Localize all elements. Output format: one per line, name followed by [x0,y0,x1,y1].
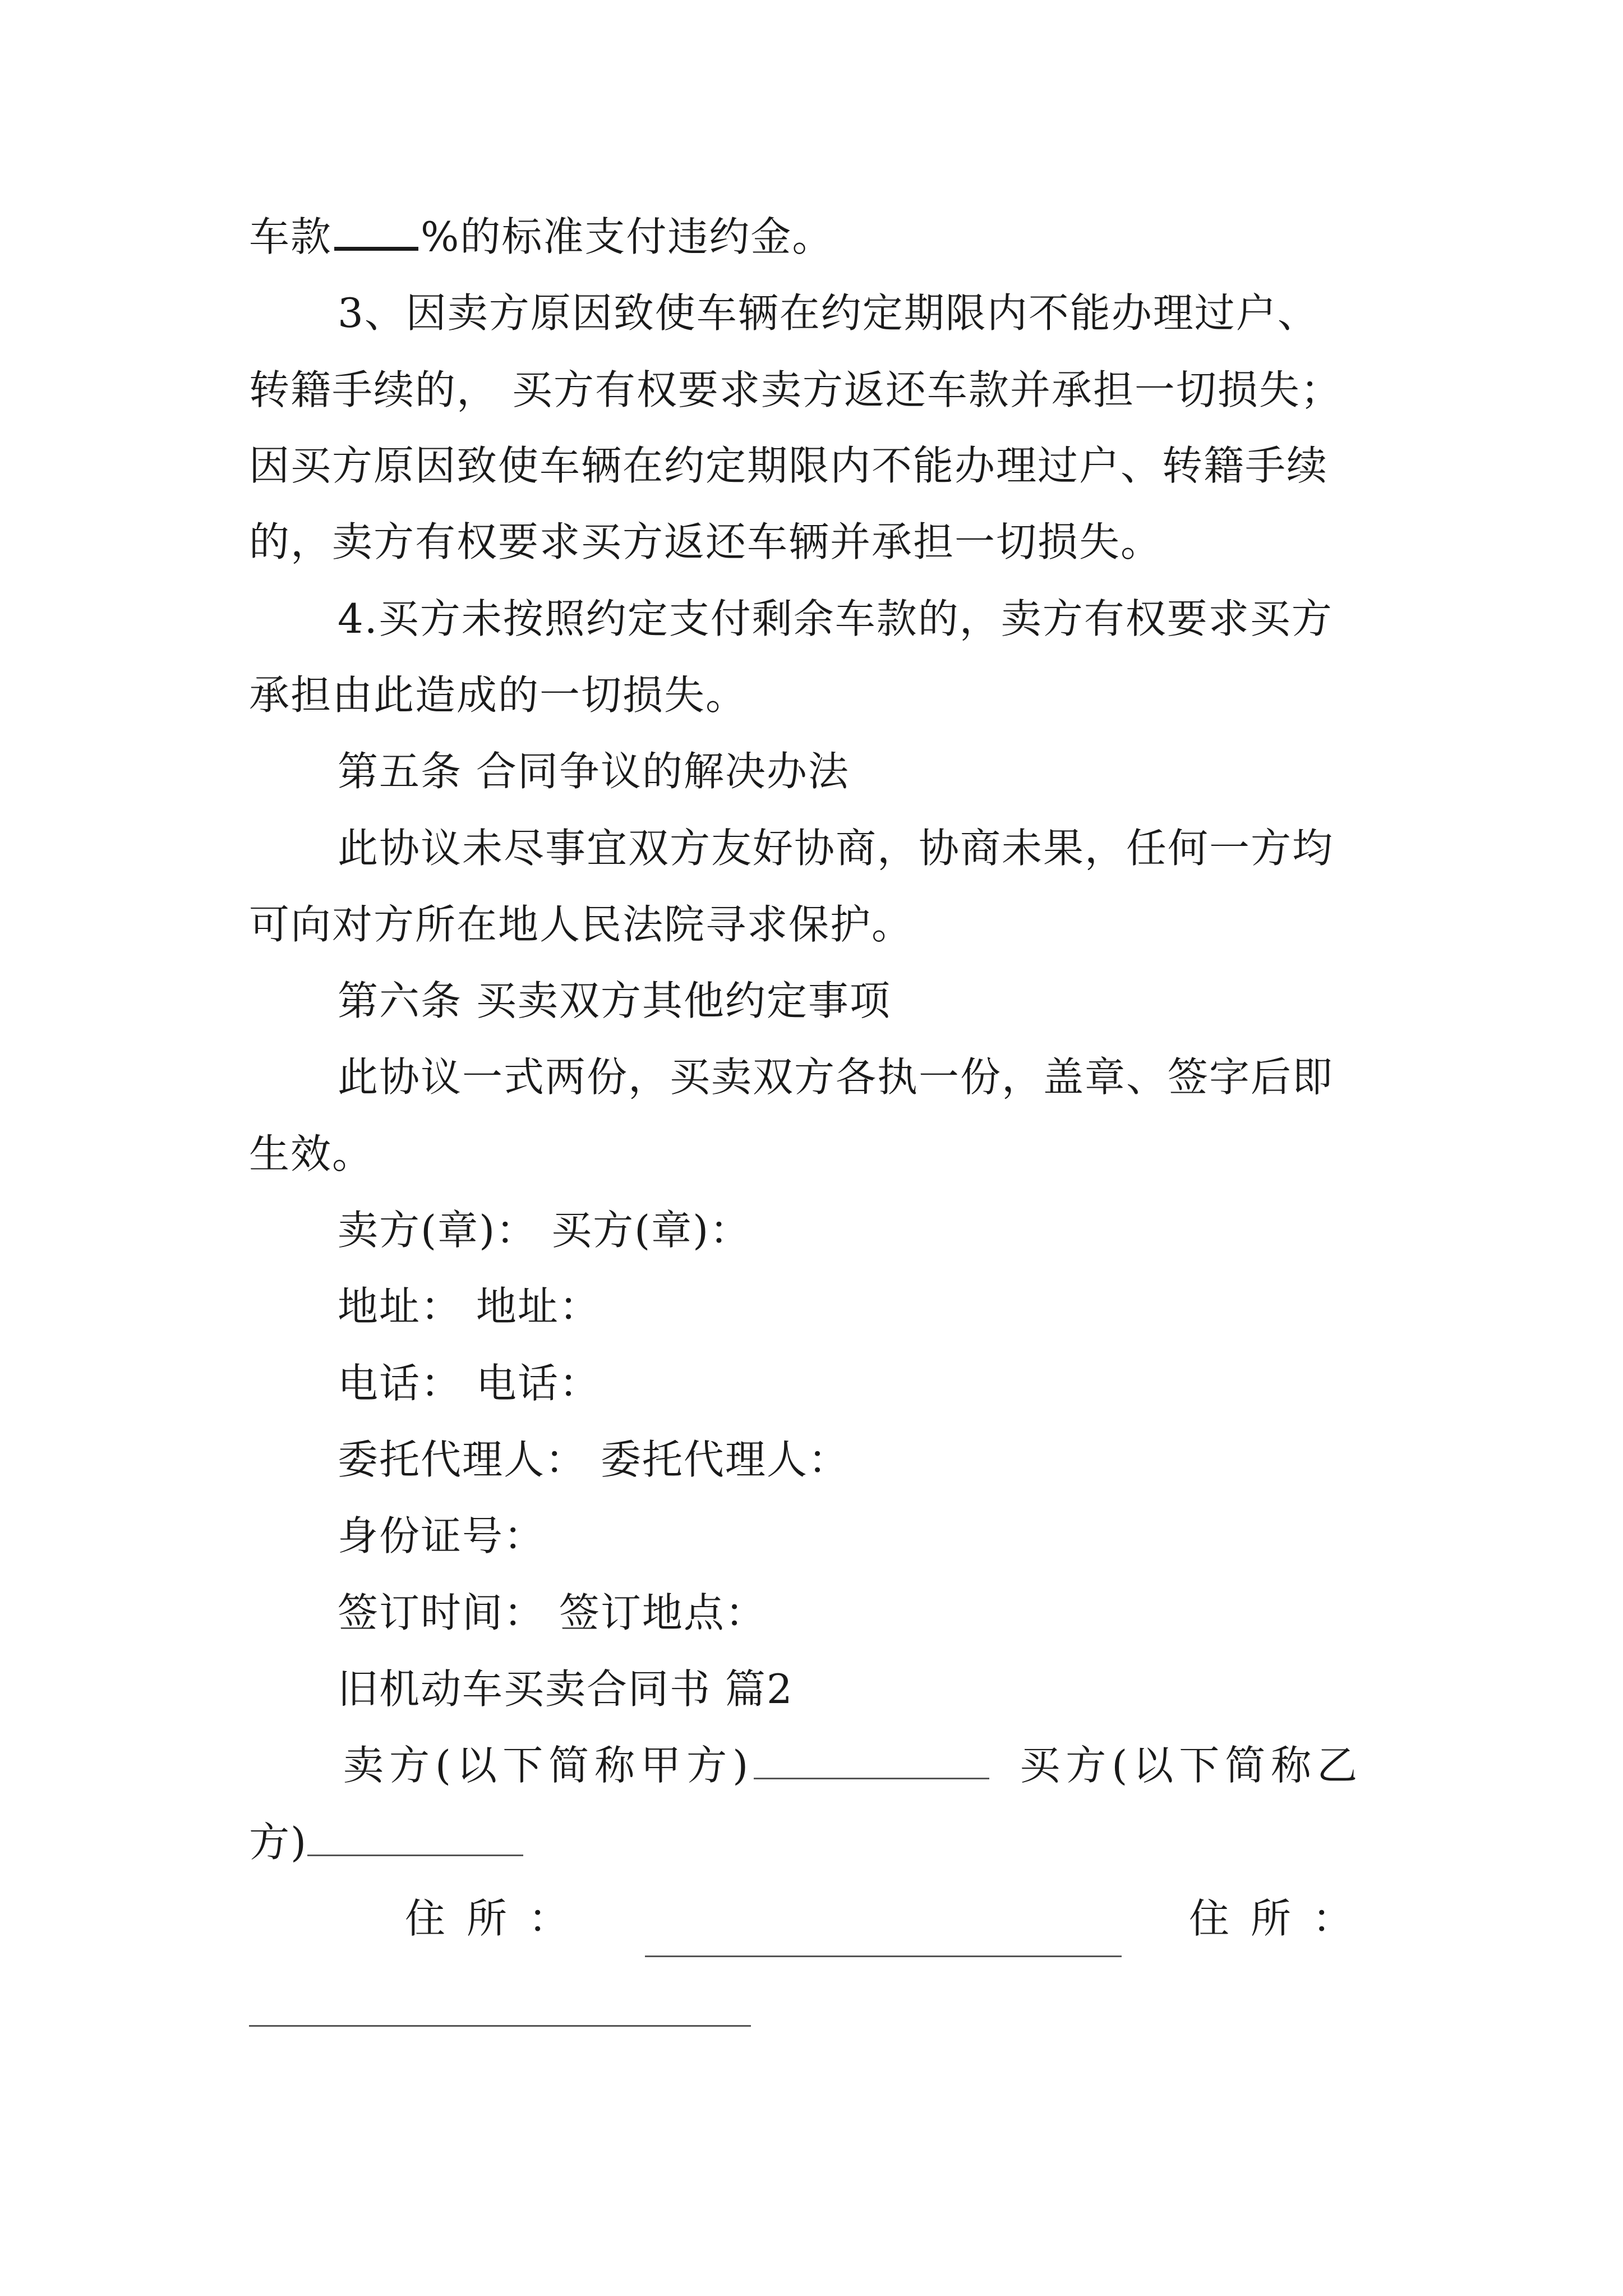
id-number-line: 身份证号： [338,1512,546,1559]
residence-blank [645,1922,1122,1957]
text-line-10: 可向对方所在地人民法院寻求保护。 [249,901,914,948]
text-line-5: 的，卖方有权要求买方返还车辆并承担一切损失。 [249,518,1163,565]
residence-label: 住所： [1189,1895,1375,1942]
text-line-2: 3、因卖方原因致使车辆在约定期限内不能办理过户、 [338,289,1319,337]
text-fragment: %的标准支付违约金。 [421,213,834,260]
seller-blank [754,1744,989,1779]
phone-line: 电话： 电话： [338,1360,601,1407]
fill-blank [334,214,418,251]
section-heading: 第五条 合同争议的解决办法 [338,748,850,795]
section-heading: 第六条 买卖双方其他约定事项 [338,977,891,1024]
text-line-13: 生效。 [249,1130,374,1177]
text-line-7: 承担由此造成的一切损失。 [249,671,748,719]
text-line-1 [249,209,833,265]
party-line [343,1737,1363,1793]
text-line-4: 因买方原因致使车辆在约定期限内不能办理过户、转籍手续 [249,442,1329,489]
agent-line: 委托代理人： 委托代理人： [338,1436,850,1483]
buyer-label-cont: 方) [249,1819,308,1866]
text-line-3: 转籍手续的， 买方有权要求卖方返还车款并承担一切损失； [249,366,1342,413]
text-line-12: 此协议一式两份，买卖双方各执一份，盖章、签字后即 [338,1053,1334,1101]
section-title: 旧机动车买卖合同书 篇2 [338,1665,794,1713]
buyer-label: 买方(以下简称乙 [1020,1742,1363,1789]
text-line-9: 此协议未尽事宜双方友好协商，协商未果，任何一方均 [338,825,1334,872]
address-line: 地址： 地址： [338,1283,601,1330]
seller-label: 卖方(以下简称甲方) [343,1742,754,1789]
signature-line: 卖方(章)： 买方(章)： [338,1207,751,1254]
party-line-cont [249,1814,523,1870]
residence-line-2 [1189,1890,1374,1947]
residence-label: 住所： [405,1895,591,1942]
residence-line [405,1890,590,1947]
buyer-blank [307,1821,523,1856]
text-fragment: 车款 [249,213,333,260]
text-line-6: 4.买方未按照约定支付剩余车款的，卖方有权要求买方 [338,595,1333,642]
signing-line: 签订时间： 签订地点： [338,1589,767,1636]
residence-blank-2 [249,1991,751,2027]
